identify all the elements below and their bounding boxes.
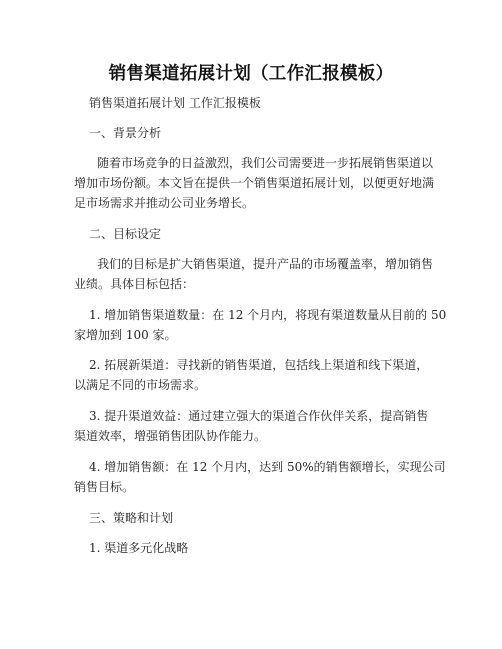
- paragraph-line: 我们的目标是扩大销售渠道，提升产品的市场覆盖率，增加销售: [97, 257, 434, 271]
- goal-item-3-line-2: 渠道效率，增强销售团队协作能力。: [74, 429, 267, 443]
- goal-item-1-line-2: 家增加到 100 家。: [74, 328, 177, 342]
- paragraph-line: 增加市场份额。本文旨在提供一个销售渠道拓展计划，以便更好地满: [74, 176, 435, 190]
- strategy-item-1: 1. 渠道多元化战略: [89, 541, 189, 555]
- goal-item-3-line-1: 3. 提升渠道效益：通过建立强大的渠道合作伙伴关系，提高销售: [89, 409, 429, 423]
- goal-item-2-line-1: 2. 拓展新渠道：寻找新的销售渠道，包括线上渠道和线下渠道，: [89, 358, 429, 372]
- section-heading-background: 一、背景分析: [89, 126, 162, 140]
- section-heading-strategy: 三、策略和计划: [89, 511, 174, 525]
- document-title: 销售渠道拓展计划（工作汇报模板）: [108, 64, 394, 84]
- paragraph-line: 业绩。具体目标包括：: [74, 277, 195, 291]
- paragraph-line: 足市场需求并推动公司业务增长。: [74, 196, 255, 210]
- goal-item-2-line-2: 以满足不同的市场需求。: [74, 378, 207, 392]
- goal-item-4-line-2: 销售目标。: [74, 480, 135, 494]
- goal-item-1-line-1: 1. 增加销售渠道数量：在 12 个月内，将现有渠道数量从目前的 50: [89, 308, 447, 322]
- section-heading-goals: 二、目标设定: [89, 227, 162, 241]
- paragraph-line: 随着市场竞争的日益激烈，我们公司需要进一步拓展销售渠道以: [97, 156, 434, 170]
- document-subtitle: 销售渠道拓展计划 工作汇报模板: [89, 96, 261, 110]
- goal-item-4-line-1: 4. 增加销售额：在 12 个月内，达到 50%的销售额增长，实现公司: [89, 460, 446, 474]
